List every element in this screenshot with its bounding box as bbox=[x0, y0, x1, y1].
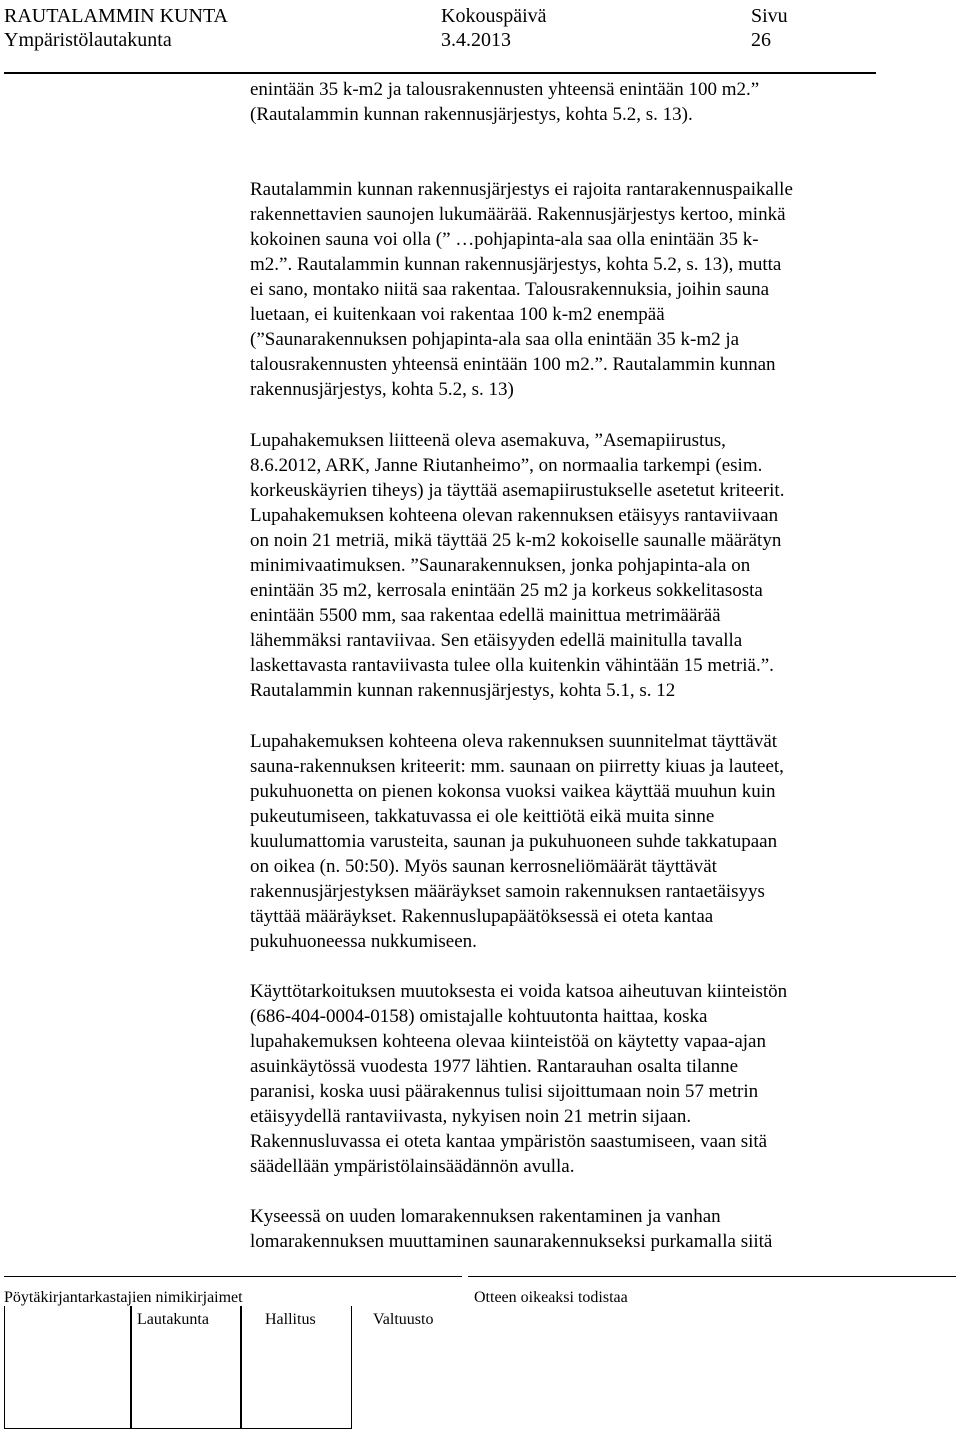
page-number: 26 bbox=[751, 29, 771, 51]
text-line: laskettavasta rantaviivasta tulee olla kuitenkin vähintään 15 metriä.”. bbox=[250, 655, 774, 676]
initials-label: Pöytäkirjantarkastajien nimikirjaimet bbox=[4, 1289, 243, 1306]
initials-box-lautakunta bbox=[4, 1306, 132, 1429]
text-line: (”Saunarakennuksen pohjapinta-ala saa olla enintään 35 k-m2 ja bbox=[250, 329, 740, 350]
text-line: pukuhuoneessa nukkumiseen. bbox=[250, 931, 477, 952]
text-line: Lupahakemuksen kohteena oleva rakennuksen suunnitelmat täyttävät bbox=[250, 731, 778, 752]
text-line: Lupahakemuksen liitteenä oleva asemakuva, ”Asemapiirustus, bbox=[250, 430, 726, 451]
text-line: etäisyydellä rantaviivasta, nykyisen noin 21 metrin sijaan. bbox=[250, 1106, 692, 1127]
text-line: ei sano, montako niitä saa rakentaa. Talousrakennuksia, joihin sauna bbox=[250, 279, 770, 300]
paragraph bbox=[250, 1204, 890, 1254]
paragraph bbox=[250, 428, 890, 703]
certify-label: Otteen oikeaksi todistaa bbox=[474, 1289, 628, 1306]
text-line: säädellään ympäristölainsäädännön avulla. bbox=[250, 1156, 575, 1177]
meeting-date-label: Kokouspäivä bbox=[441, 5, 547, 27]
text-line: paranisi, koska uusi päärakennus tulisi sijoittumaan noin 57 metrin bbox=[250, 1081, 759, 1102]
text-line: rakennettavien saunojen lukumäärää. Rakennusjärjestys kertoo, minkä bbox=[250, 204, 786, 225]
paragraph bbox=[250, 979, 890, 1179]
text-line: Kyseessä on uuden lomarakennuksen rakentaminen ja vanhan bbox=[250, 1206, 721, 1227]
text-line: lähemmäksi rantaviivaa. Sen etäisyyden edellä mainitulla tavalla bbox=[250, 630, 743, 651]
footer-rule-right bbox=[468, 1276, 956, 1277]
text-line: on noin 21 metriä, mikä täyttää 25 k-m2 kokoiselle saunalle määrätyn bbox=[250, 530, 782, 551]
text-line: Rautalammin kunnan rakennusjärjestys, kohta 5.1, s. 12 bbox=[250, 680, 676, 701]
text-line: Rakennusluvassa ei oteta kantaa ympäristön saastumiseen, vaan sitä bbox=[250, 1131, 768, 1152]
text-line: m2.”. Rautalammin kunnan rakennusjärjestys, kohta 5.2, s. 13), mutta bbox=[250, 254, 782, 275]
text-line: (686-404-0004-0158) omistajalle kohtuutonta haittaa, koska bbox=[250, 1006, 708, 1027]
text-line: Lupahakemuksen kohteena olevan rakennuksen etäisyys rantaviivaan bbox=[250, 505, 779, 526]
text-line: on oikea (n. 50:50). Myös saunan kerrosneliömäärät täyttävät bbox=[250, 856, 717, 877]
text-line: lomarakennuksen muuttaminen saunarakennukseksi purkamalla siitä bbox=[250, 1231, 773, 1252]
meeting-date: 3.4.2013 bbox=[441, 29, 511, 51]
text-line: kokoinen sauna voi olla (” …pohjapinta-ala saa olla enintään 35 k- bbox=[250, 229, 759, 250]
text-line: minimivaatimuksen. ”Saunarakennuksen, jonka pohjapinta-ala on bbox=[250, 555, 751, 576]
initials-col-lautakunta: Lautakunta bbox=[137, 1311, 209, 1328]
text-line: enintään 5500 mm, saa rakentaa edellä mainittua metrimäärää bbox=[250, 605, 721, 626]
department-name: Ympäristölautakunta bbox=[4, 29, 172, 51]
paragraph bbox=[250, 729, 890, 954]
paragraph bbox=[250, 77, 890, 127]
text-line: lupahakemuksen kohteena olevaa kiinteistöä on käytetty vapaa-ajan bbox=[250, 1031, 766, 1052]
org-name: RAUTALAMMIN KUNTA bbox=[4, 5, 229, 27]
text-line: korkeuskäyrien tiheys) ja täyttää asemapiirustukselle asetetut kriteerit. bbox=[250, 480, 785, 501]
text-line: täyttää määräykset. Rakennuslupapäätöksessä ei oteta kantaa bbox=[250, 906, 714, 927]
text-line: pukuhuonetta on pienen kokonsa vuoksi vaikea käyttää muuhun kuin bbox=[250, 781, 776, 802]
footer-rule-left bbox=[4, 1276, 462, 1277]
initials-col-hallitus: Hallitus bbox=[265, 1311, 316, 1328]
text-line: rakennusjärjestys, kohta 5.2, s. 13) bbox=[250, 379, 514, 400]
text-line: (Rautalammin kunnan rakennusjärjestys, kohta 5.2, s. 13). bbox=[250, 104, 693, 125]
text-line: Rautalammin kunnan rakennusjärjestys ei rajoita rantarakennuspaikalle bbox=[250, 179, 793, 200]
page-label: Sivu bbox=[751, 5, 788, 27]
text-line: talousrakennusten yhteensä enintään 100 m2.”. Rautalammin kunnan bbox=[250, 354, 776, 375]
text-line: kuulumattomia varusteita, saunan ja pukuhuoneen suhde takkatupaan bbox=[250, 831, 778, 852]
text-line: luetaan, ei kuitenkaan voi rakentaa 100 k-m2 enempää bbox=[250, 304, 665, 325]
text-line: enintään 35 m2, kerrosala enintään 25 m2 ja korkeus sokkelitasosta bbox=[250, 580, 763, 601]
text-line: rakennusjärjestyksen määräykset samoin rakennuksen rantaetäisyys bbox=[250, 881, 765, 902]
text-line: Käyttötarkoituksen muutoksesta ei voida katsoa aiheutuvan kiinteistön bbox=[250, 981, 788, 1002]
text-line: sauna-rakennuksen kriteerit: mm. saunaan on piirretty kiuas ja lauteet, bbox=[250, 756, 784, 777]
paragraph bbox=[250, 177, 890, 402]
text-line: enintään 35 k-m2 ja talousrakennusten yhteensä enintään 100 m2.” bbox=[250, 79, 760, 100]
initials-col-valtuusto: Valtuusto bbox=[373, 1311, 434, 1328]
text-line: 8.6.2012, ARK, Janne Riutanheimo”, on normaalia tarkempi (esim. bbox=[250, 455, 763, 476]
text-line: pukeutumiseen, takkatuvassa ei ole keittiötä eikä muita sinne bbox=[250, 806, 715, 827]
header-rule bbox=[4, 72, 876, 74]
text-line: asuinkäytössä vuodesta 1977 lähtien. Rantarauhan osalta tilanne bbox=[250, 1056, 739, 1077]
